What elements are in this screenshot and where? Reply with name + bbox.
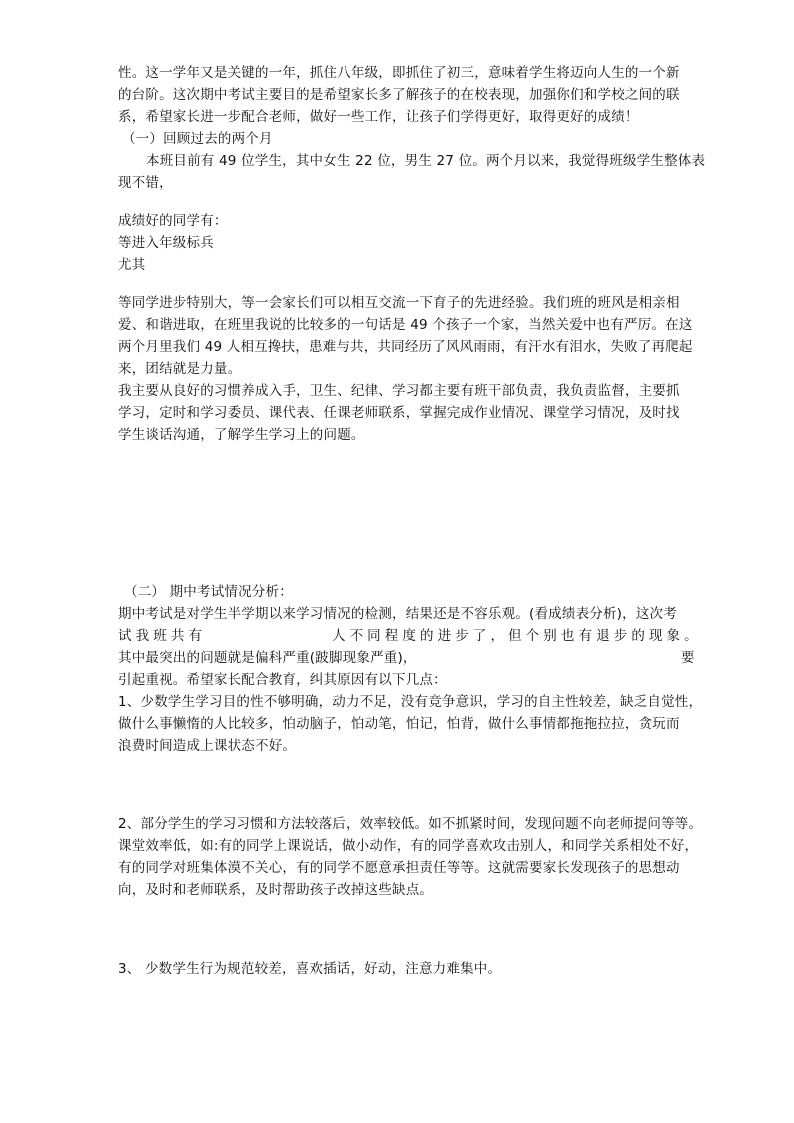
item2-line-3: 有的同学对班集体漠不关心，有的同学不愿意承担责任等等。这就需要家长发现孩子的思想动	[118, 860, 680, 876]
word: 不	[349, 628, 364, 644]
intro-line-2: 的台阶。这次期中考试主要目的是希望家长多了解孩子的在校表现，加强你们和学校之间的联	[118, 87, 680, 103]
section2-line-2	[118, 625, 698, 647]
section1-p1-line-1: 本班目前有 49 位学生，其中女生 22 位，男生 27 位。两个月以来，我觉得班级学生整体表	[146, 153, 706, 169]
word: ，	[490, 628, 505, 644]
especially-label: 尤其	[118, 257, 146, 273]
word: 了	[472, 628, 487, 644]
intro-line-3: 系，希望家长进一步配合老师，做好一些工作，让孩子们学得更好，取得更好的成绩！	[118, 109, 639, 125]
word: 的	[631, 628, 646, 644]
word: 共	[170, 628, 185, 644]
item1-line-1: 1、少数学生学习目的性不够明确，动力不足，没有竞争意识，学习的自主性较差，缺乏自觉性，	[118, 694, 703, 710]
section1-p3-line-2: 学习，定时和学习委员、课代表、任课老师联系，掌握完成作业情况、课堂学习情况，及时找	[118, 405, 680, 421]
word: 步	[613, 628, 628, 644]
good-students-label: 成绩好的同学有：	[118, 213, 228, 229]
word: 现	[648, 628, 663, 644]
section1-p2-line-3: 两个月里我们 49 人相互搀扶，患难与共，共同经历了风风雨雨，有汗水有泪水，失败了再爬起	[118, 339, 693, 355]
item1-line-3: 浪费时间造成上课状态不好。	[118, 738, 297, 754]
word: 也	[560, 628, 575, 644]
section2-line-1: 期中考试是对学生半学期以来学习情况的检测，结果还是不容乐观。(看成绩表分析)，这次考	[118, 606, 677, 622]
word: 退	[596, 628, 610, 644]
section1-p2-line-4: 来，团结就是力量。	[118, 361, 242, 377]
section1-p2-line-1: 等同学进步特别大，等一会家长们可以相互交流一下育子的先进经验。我们班的班风是相亲相	[118, 295, 680, 311]
standard-label: 等进入年级标兵	[118, 235, 214, 251]
word: 人	[331, 628, 346, 644]
section2-line-3-right: 要	[681, 650, 695, 666]
word: 同	[367, 628, 381, 644]
item2-line-4: 向，及时和老师联系，及时帮助孩子改掉这些缺点。	[118, 882, 434, 898]
section1-p1-line-2: 现不错，	[118, 175, 173, 191]
word: 的	[420, 628, 434, 644]
word: 有	[188, 628, 203, 644]
blank-space	[206, 625, 328, 647]
item2-line-1: 2、部分学生的学习习惯和方法较落后，效率较低。如不抓紧时间，发现问题不向老师提问等等。	[118, 816, 703, 832]
section2-line-4: 引起重视。希望家长配合教育，纠其原因有以下几点：	[118, 672, 447, 688]
section1-p3-line-1: 我主要从良好的习惯养成入手，卫生、纪律、学习都主要有班干部负责，我负责监督，主要抓	[118, 383, 680, 399]
item2-line-2: 课堂效率低，如:有的同学上课说话，做小动作，有的同学喜欢攻击别人，和同学关系相处不好，	[118, 838, 699, 854]
word: 象	[666, 628, 681, 644]
word: 程	[384, 628, 399, 644]
section1-heading: （一）回顾过去的两个月	[122, 131, 273, 147]
word: 度	[402, 628, 417, 644]
item3-line: 3、 少数学生行为规范较差，喜欢插话，好动，注意力难集中。	[118, 961, 502, 977]
word: 。	[684, 628, 698, 644]
word: 我	[135, 628, 150, 644]
word: 有	[578, 628, 593, 644]
word: 试	[118, 628, 132, 644]
word: 别	[543, 628, 557, 644]
section1-p3-line-3: 学生谈话沟通，了解学生学习上的问题。	[118, 427, 365, 443]
intro-line-1: 性。这一学年又是关键的一年，抓住八年级，即抓住了初三，意味着学生将迈向人生的一个新	[118, 65, 680, 81]
section2-line-3-left: 其中最突出的问题就是偏科严重(跛脚现象严重)，	[118, 650, 417, 666]
word: 步	[455, 628, 469, 644]
word: 但	[508, 628, 522, 644]
section2-heading: （二） 期中考试情况分析：	[124, 584, 293, 600]
word: 进	[437, 628, 452, 644]
word: 班	[153, 628, 167, 644]
section1-p2-line-2: 爱、和谐进取，在班里我说的比较多的一句话是 49 个孩子一个家，当然关爱中也有严厉。在这	[118, 317, 693, 333]
item1-line-2: 做什么事懒惰的人比较多，怕动脑子，怕动笔，怕记，怕背，做什么事情都拖拖拉拉，贪玩而	[118, 716, 680, 732]
word: 个	[525, 628, 540, 644]
